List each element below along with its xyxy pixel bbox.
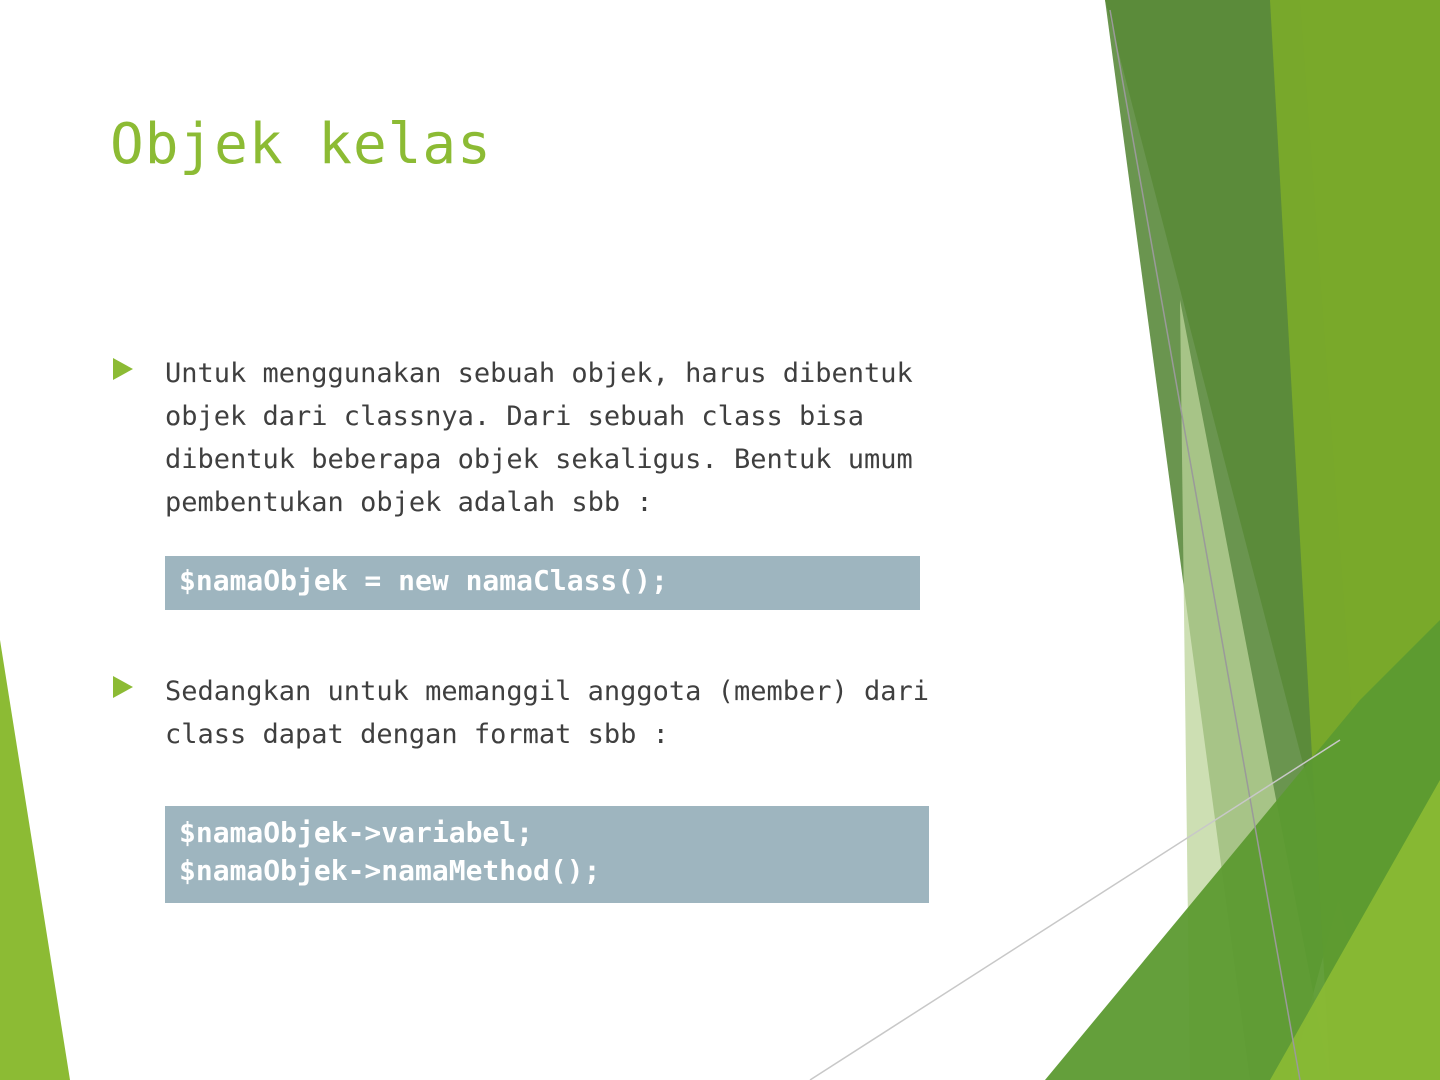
slide-title: Objek kelas <box>110 112 492 177</box>
code-block-1 <box>165 556 920 610</box>
bullet-1-line: dibentuk beberapa objek sekaligus. Bentuk umum <box>165 444 913 475</box>
bullet-1-line: Untuk menggunakan sebuah objek, harus dibentuk <box>165 358 913 389</box>
code-line: $namaObjek->namaMethod(); <box>179 854 601 887</box>
bullet-text-1 <box>165 352 1045 524</box>
bullet-arrow-icon <box>113 358 133 380</box>
bullet-text-2 <box>165 670 1045 756</box>
bullet-1-line: objek dari classnya. Dari sebuah class bisa <box>165 401 864 432</box>
left-green-shape <box>0 640 70 1080</box>
bullet-2-line: class dapat dengan format sbb : <box>165 719 669 750</box>
code-block-2 <box>165 806 929 903</box>
code-line: $namaObjek = new namaClass(); <box>179 564 668 597</box>
bullet-arrow-icon <box>113 676 133 698</box>
bullet-1-line: pembentukan objek adalah sbb : <box>165 487 653 518</box>
code-line: $namaObjek->variabel; <box>179 816 534 849</box>
bullet-2-line: Sedangkan untuk memanggil anggota (member) dari <box>165 676 930 707</box>
